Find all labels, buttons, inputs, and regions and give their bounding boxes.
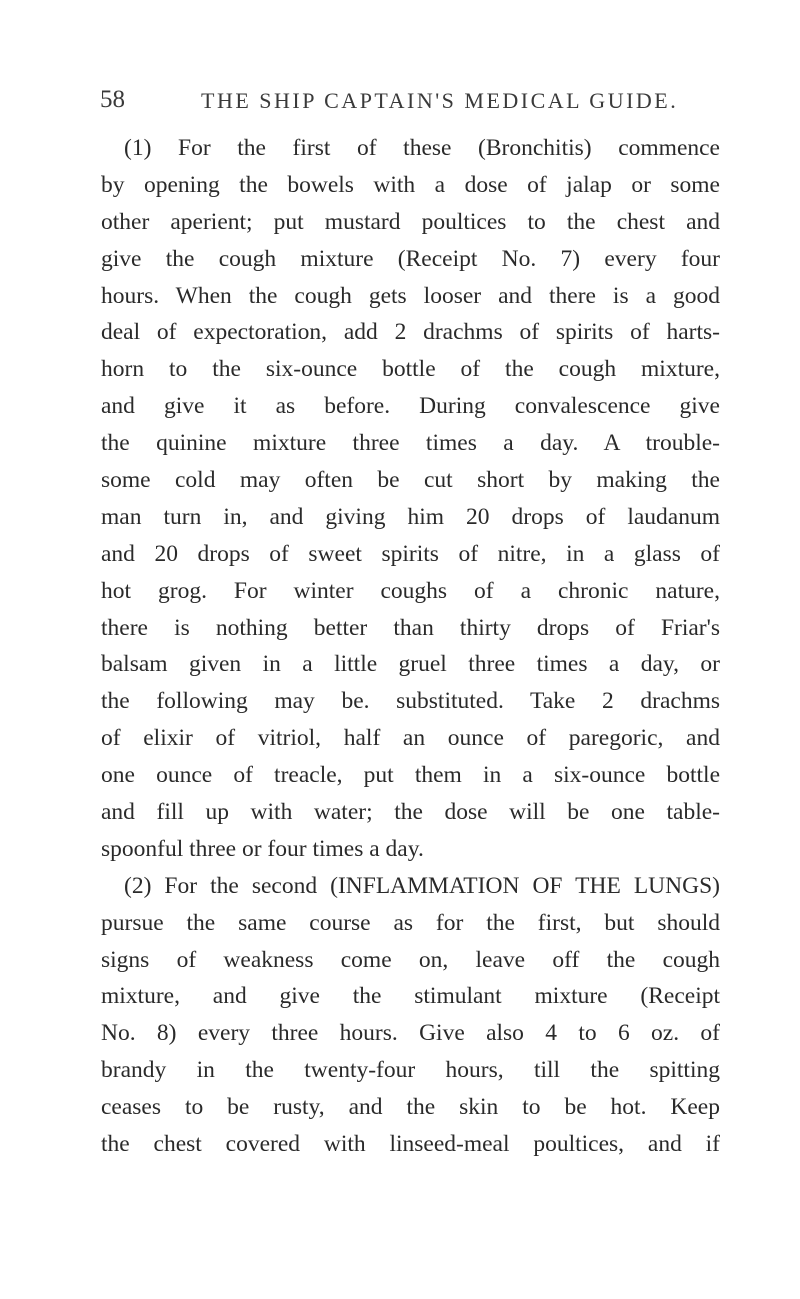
paragraph-2-line: mixture, and give the stimulant mixture (Receipt <box>101 983 720 1010</box>
paragraph-1-line: hot grog. For winter coughs of a chronic nature, <box>101 577 720 604</box>
paragraph-1-line: hours. When the cough gets looser and there is a good <box>101 282 720 309</box>
running-head <box>100 86 720 120</box>
paragraph-2-line: pursue the same course as for the first, but should <box>101 909 720 936</box>
paragraph-1-line: some cold may often be cut short by making the <box>101 467 720 494</box>
paragraph-1-line: and give it as before. During convalescence give <box>101 393 720 420</box>
paragraph-1-line: of elixir of vitriol, half an ounce of paregoric, and <box>101 725 720 752</box>
paragraph-1-line: balsam given in a little gruel three times a day, or <box>101 651 720 678</box>
paragraph-1-line: the quinine mixture three times a day. A trouble- <box>101 430 720 457</box>
paragraph-1-line: and fill up with water; the dose will be one table- <box>101 799 720 826</box>
paragraph-1-line: other aperient; put mustard poultices to the chest and <box>101 208 720 235</box>
page-number: 58 <box>100 86 125 113</box>
paragraph-1-line: horn to the six-ounce bottle of the cough mixture, <box>101 356 720 383</box>
paragraph-2-line: brandy in the twenty-four hours, till the spitting <box>101 1057 720 1084</box>
paragraph-2-line: (2) For the second (INFLAMMATION OF THE LUNGS) <box>124 872 720 899</box>
paragraph-1-line: spoonful three or four times a day. <box>101 835 424 862</box>
paragraph-1-line: there is nothing better than thirty drops of Friar's <box>101 614 720 641</box>
paragraph-1-line: (1) For the first of these (Bronchitis) commence <box>124 135 720 161</box>
paragraph-1-line: man turn in, and giving him 20 drops of laudanum <box>101 503 720 530</box>
body-text <box>101 130 720 1163</box>
paragraph-2-line: the chest covered with linseed-meal poultices, and if <box>101 1131 720 1158</box>
paragraph-2-line: signs of weakness come on, leave off the cough <box>101 946 720 973</box>
paragraph-1-line: by opening the bowels with a dose of jalap or some <box>101 171 720 198</box>
paragraph-1-line: one ounce of treacle, put them in a six-ounce bottle <box>101 762 720 789</box>
paragraph-1-line: give the cough mixture (Receipt No. 7) every four <box>101 245 720 272</box>
paragraph-1-line: and 20 drops of sweet spirits of nitre, in a glass of <box>101 540 720 567</box>
paragraph-2-line: No. 8) every three hours. Give also 4 to 6 oz. of <box>101 1020 720 1047</box>
paragraph-2-line: ceases to be rusty, and the skin to be hot. Keep <box>101 1094 720 1121</box>
paragraph-1-line: deal of expectoration, add 2 drachms of spirits of harts- <box>101 319 720 346</box>
paragraph-1-line: the following may be. substituted. Take 2 drachms <box>101 688 720 715</box>
running-head-title: THE SHIP CAPTAIN'S MEDICAL GUIDE. <box>201 88 679 113</box>
